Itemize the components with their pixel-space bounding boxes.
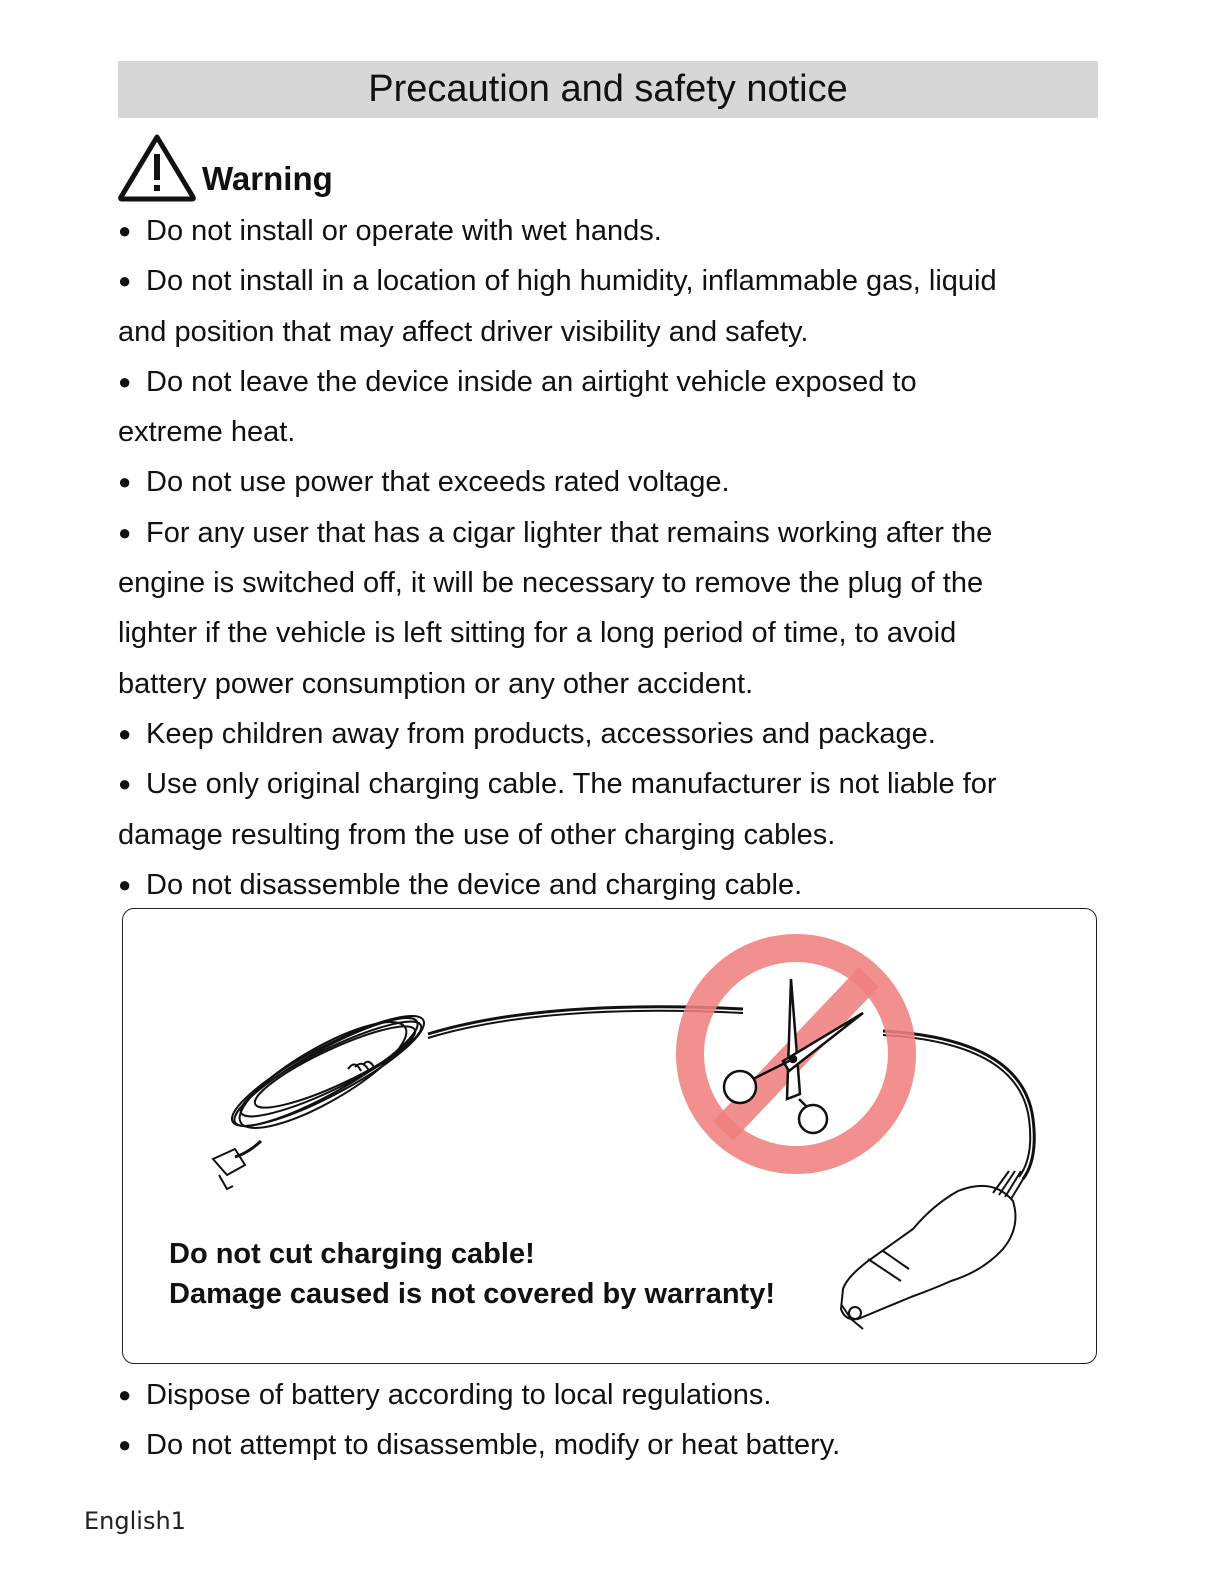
warning-item: ● For any user that has a cigar lighter that remains working after the engine is switched off, it will be necessary to remove the plug of the lighter if the vehicle is left sitting for a long period of time, to avoid battery power consumption or any other accident. — [118, 508, 1108, 709]
warning-item: ● Do not use power that exceeds rated voltage. — [118, 457, 1108, 507]
no-cutting-scissors-icon — [690, 948, 902, 1160]
bullet-icon: ● — [118, 1432, 132, 1458]
warning-item: ● Keep children away from products, accessories and package. — [118, 709, 1108, 759]
page-footer: English1 — [84, 1507, 186, 1535]
bullet-icon: ● — [118, 1382, 132, 1407]
bullet-icon: ● — [118, 720, 132, 746]
page-title: Precaution and safety notice — [118, 61, 1098, 118]
bullet-icon: ● — [118, 469, 132, 495]
bullet-icon: ● — [118, 368, 132, 394]
warning-item: ● Dispose of battery according to local regulations. — [118, 1370, 1108, 1420]
notice-line-2: Damage caused is not covered by warranty! — [169, 1278, 775, 1310]
bullet-icon: ● — [118, 871, 132, 897]
bullet-icon: ● — [118, 519, 132, 545]
bullet-icon: ● — [118, 771, 132, 797]
warning-label: Warning — [202, 160, 333, 197]
warning-item: ● Do not disassemble the device and charging cable. — [118, 860, 1108, 910]
warning-item: ● Do not install or operate with wet hands. — [118, 206, 1108, 256]
warning-item: ● Do not install in a location of high humidity, inflammable gas, liquid and position that may affect driver visibility and safety. — [118, 256, 1108, 357]
cable-warning-figure — [122, 908, 1097, 1364]
warning-item: ● Do not leave the device inside an airtight vehicle exposed to extreme heat. — [118, 357, 1108, 458]
bullet-icon: ● — [118, 218, 132, 243]
warning-item: ● Do not attempt to disassemble, modify or heat battery. — [118, 1420, 1108, 1470]
warning-heading — [116, 132, 333, 202]
warning-list-top — [118, 206, 1108, 910]
notice-line-1: Do not cut charging cable! — [169, 1238, 535, 1270]
warning-list-bottom — [118, 1370, 1108, 1471]
cable-notice — [169, 1234, 775, 1314]
bullet-icon: ● — [118, 268, 132, 294]
warning-triangle-icon — [116, 132, 198, 202]
warning-item: ● Use only original charging cable. The manufacturer is not liable for damage resulting from the use of other charging cables. — [118, 759, 1108, 860]
